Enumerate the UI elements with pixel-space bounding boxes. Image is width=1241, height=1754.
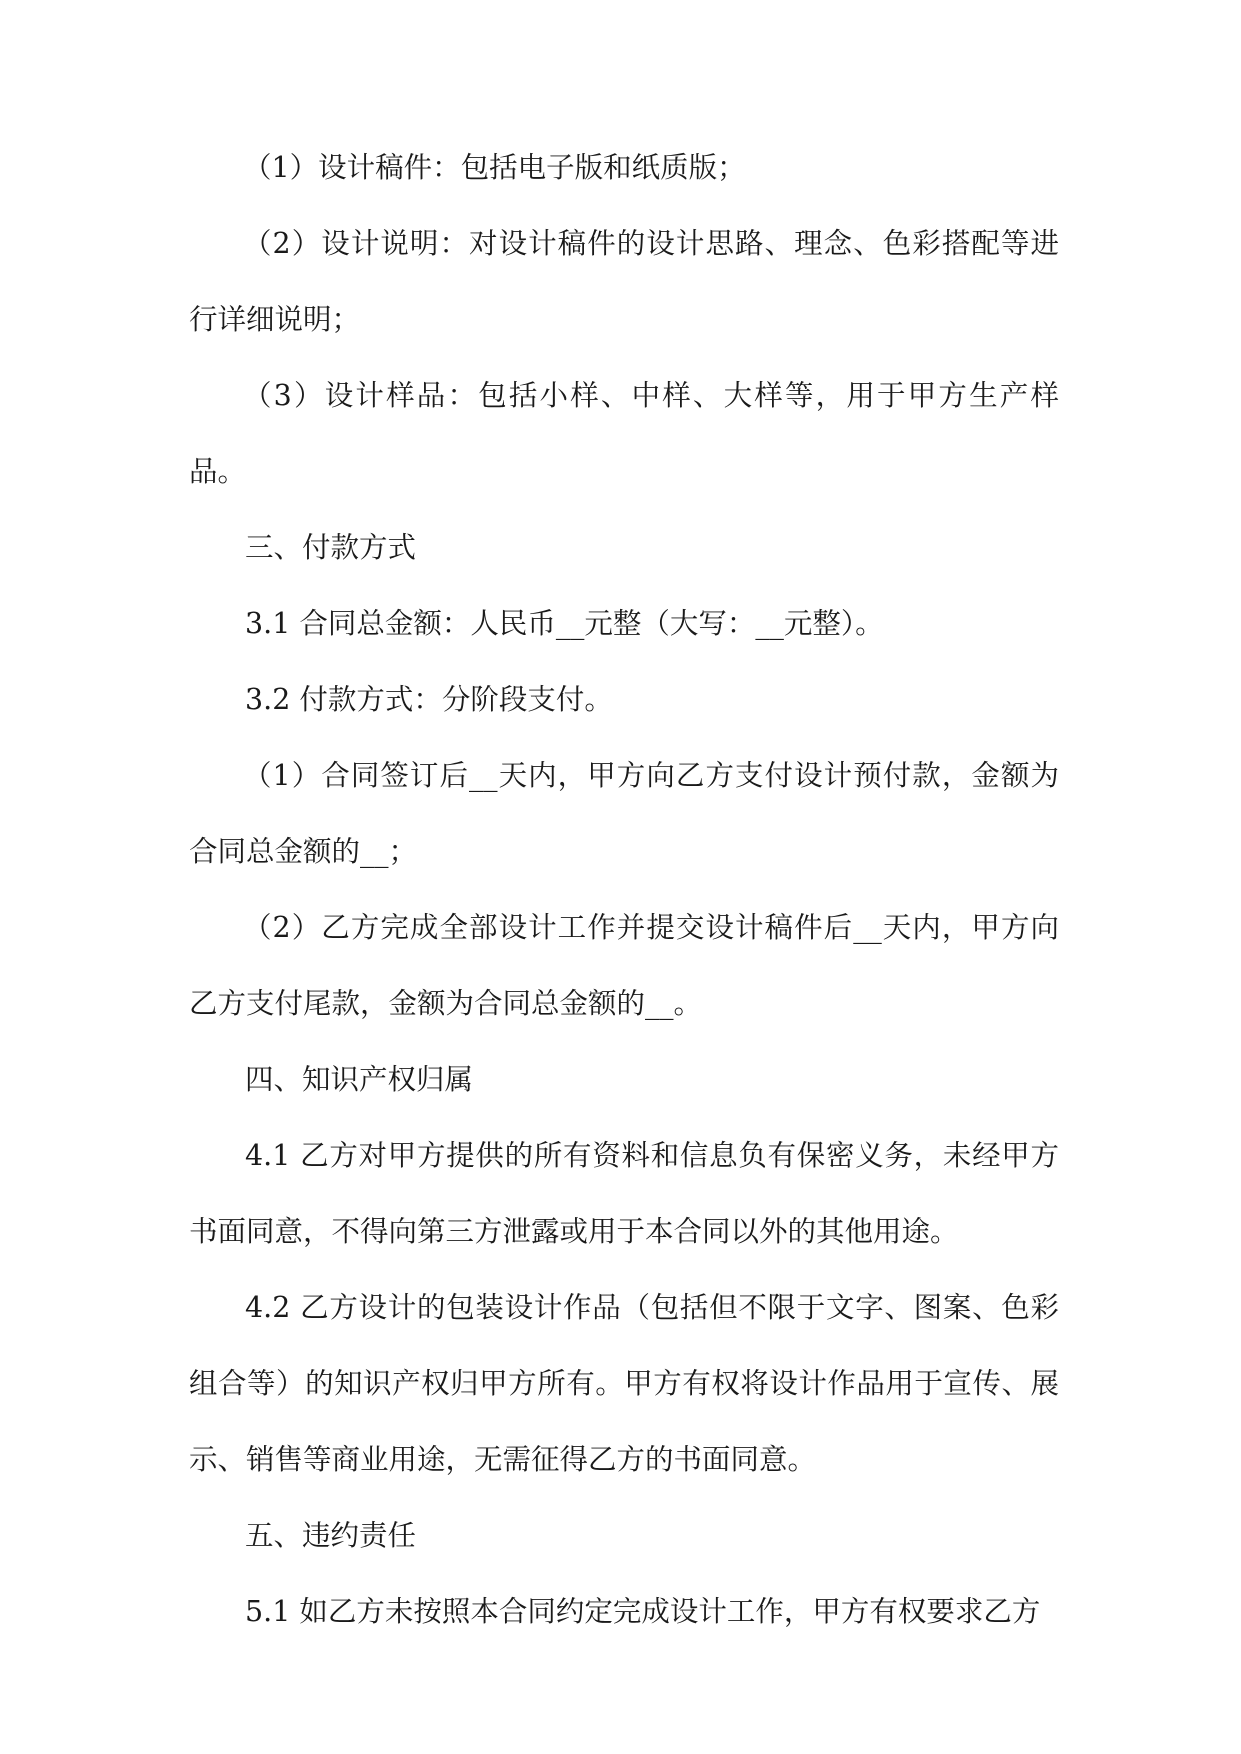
paragraph-total-amount: 3.1 合同总金额：人民币__元整（大写：__元整）。 <box>245 607 884 640</box>
paragraph-design-description: （2）设计说明：对设计稿件的设计思路、理念、色彩搭配等进行详细说明； <box>189 227 1059 336</box>
section-heading-payment: 三、付款方式 <box>245 531 417 564</box>
paragraph-ip-ownership: 4.2 乙方设计的包装设计作品（包括但不限于文字、图案、色彩组合等）的知识产权归甲方所有。甲方有权将设计作品用于宣传、展示、销售等商业用途，无需征得乙方的书面同意。 <box>189 1291 1059 1476</box>
paragraph-advance-payment: （1）合同签订后__天内，甲方向乙方支付设计预付款，金额为合同总金额的__； <box>189 759 1059 868</box>
contract-body <box>189 130 1059 1650</box>
paragraph-breach: 5.1 如乙方未按照本合同约定完成设计工作，甲方有权要求乙方 <box>245 1595 1041 1628</box>
section-heading-ip: 四、知识产权归属 <box>245 1063 474 1096</box>
paragraph-design-samples: （3）设计样品：包括小样、中样、大样等，用于甲方生产样品。 <box>189 379 1059 488</box>
paragraph-confidentiality: 4.1 乙方对甲方提供的所有资料和信息负有保密义务，未经甲方书面同意，不得向第三方泄露或用于本合同以外的其他用途。 <box>189 1139 1059 1248</box>
paragraph-final-payment: （2）乙方完成全部设计工作并提交设计稿件后__天内，甲方向乙方支付尾款，金额为合同总金额的__。 <box>189 911 1059 1020</box>
section-heading-liability: 五、违约责任 <box>245 1519 417 1552</box>
paragraph-payment-method: 3.2 付款方式：分阶段支付。 <box>245 683 613 716</box>
paragraph-design-drafts: （1）设计稿件：包括电子版和纸质版； <box>243 151 746 184</box>
